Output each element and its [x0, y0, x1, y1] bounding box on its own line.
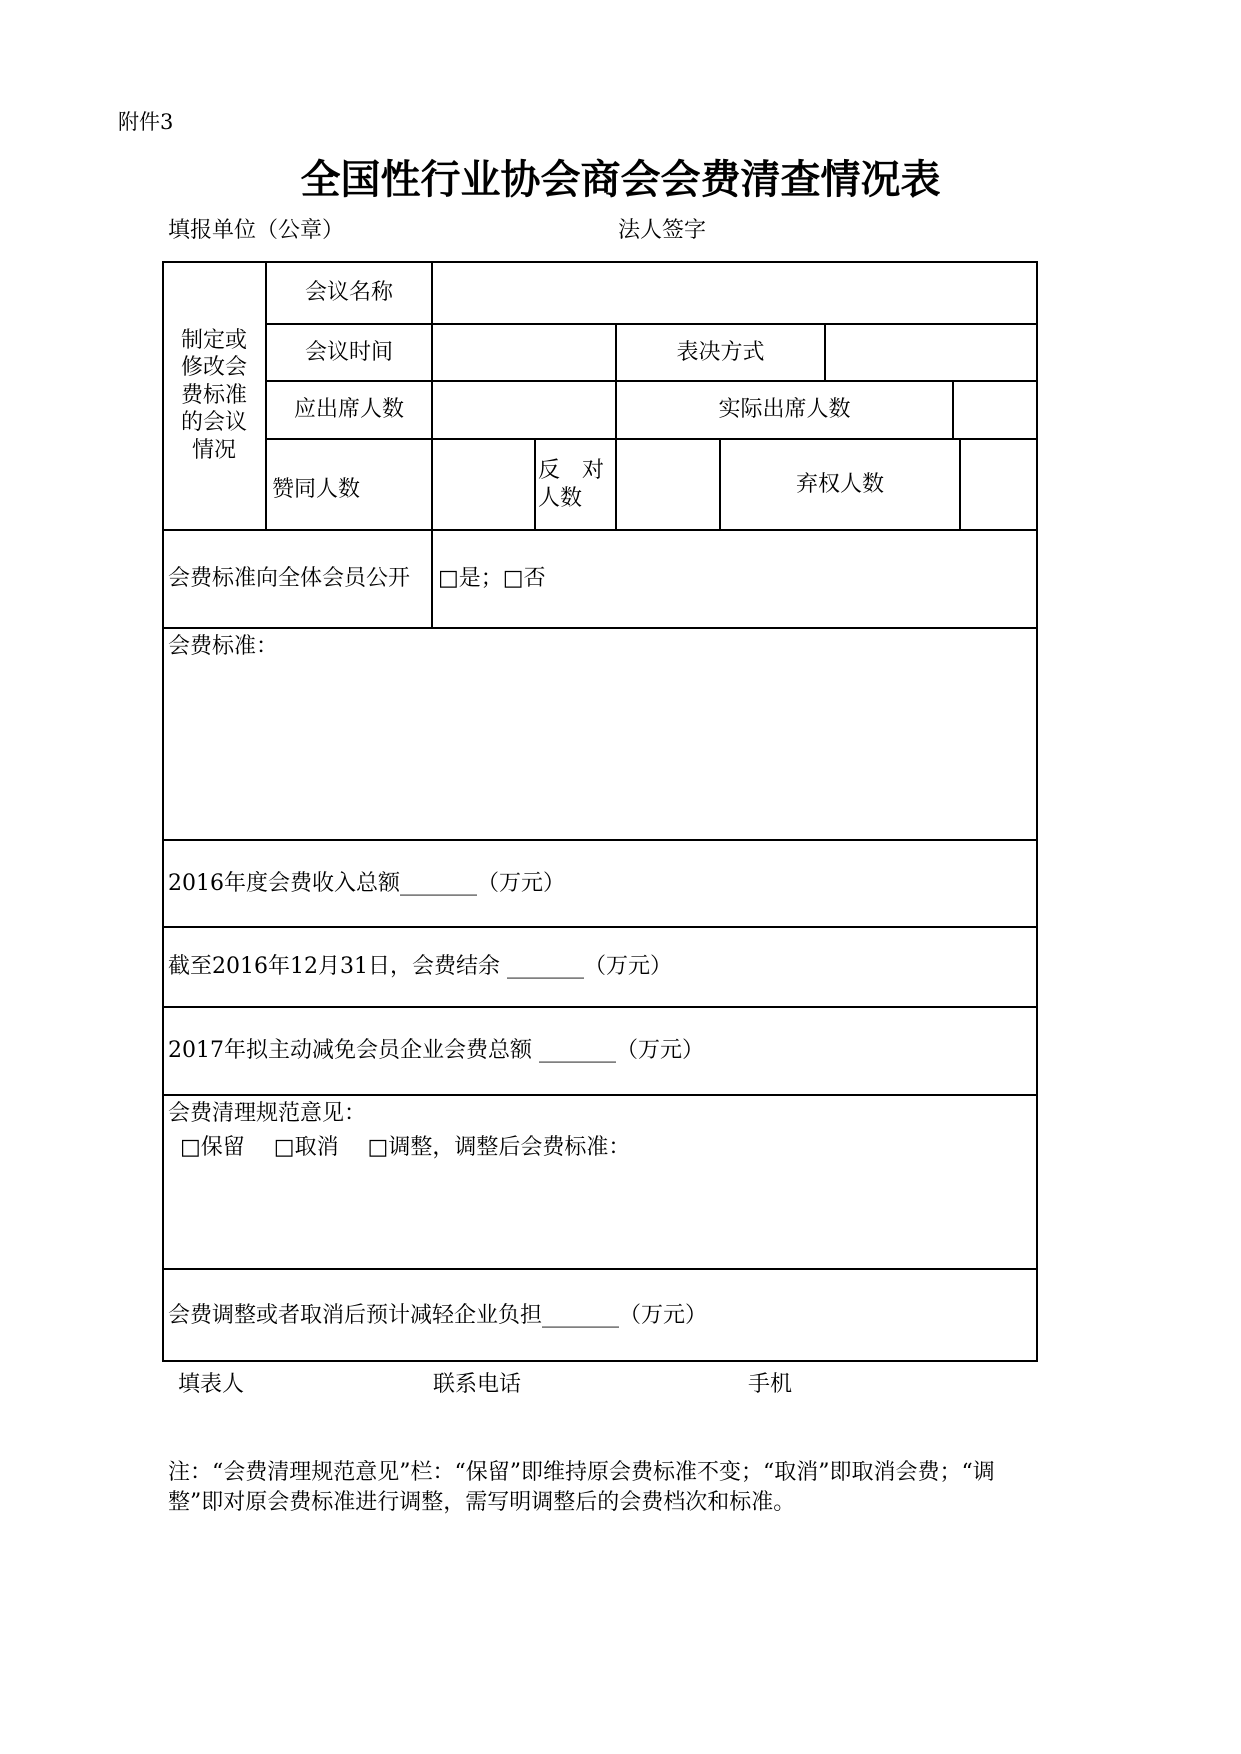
- burden-reduction-row[interactable]: 会费调整或者取消后预计减轻企业负担_______（万元）: [162, 1269, 1038, 1362]
- opinion-cell[interactable]: [162, 1095, 1038, 1269]
- legal-sign-label: 法人签字: [618, 218, 707, 243]
- meeting-name-field[interactable]: [432, 261, 1038, 324]
- mobile-label: 手机: [748, 1372, 793, 1397]
- oppose-field[interactable]: [616, 439, 720, 530]
- public-options[interactable]: □是；□否: [432, 530, 1038, 628]
- expected-attendance-field[interactable]: [432, 381, 616, 439]
- standard-field[interactable]: 会费标准：: [162, 628, 1038, 840]
- opinion-label: 会费清理规范意见：: [168, 1101, 367, 1126]
- reduction-2017-row[interactable]: 2017年拟主动减免会员企业会费总额 _______（万元）: [162, 1007, 1038, 1095]
- unit-label: 填报单位（公章）: [168, 218, 345, 243]
- expected-attendance-label: 应出席人数: [266, 381, 432, 439]
- filler-label: 填表人: [178, 1372, 245, 1397]
- abstain-label: 弃权人数: [720, 439, 960, 530]
- meeting-name-label: 会议名称: [266, 261, 432, 324]
- attachment-label: 附件3: [118, 110, 174, 134]
- approve-label: 赞同人数: [266, 439, 432, 530]
- note-text: 注：“会费清理规范意见”栏：“保留”即维持原会费标准不变；“取消”即取消会费；“调整”即对原会费标准进行调整，需写明调整后的会费档次和标准。: [168, 1460, 995, 1515]
- approve-field[interactable]: [432, 439, 535, 530]
- vote-method-label: 表决方式: [616, 324, 825, 381]
- phone-label: 联系电话: [433, 1372, 522, 1397]
- meeting-time-label: 会议时间: [266, 324, 432, 381]
- income-2016-row[interactable]: 2016年度会费收入总额_______（万元）: [162, 840, 1038, 927]
- balance-2016-row[interactable]: 截至2016年12月31日，会费结余 _______（万元）: [162, 927, 1038, 1007]
- meeting-section-label: 制定或修改会费标准的会议情况: [180, 327, 247, 463]
- actual-attendance-field[interactable]: [953, 381, 1038, 439]
- meeting-time-field[interactable]: [432, 324, 616, 381]
- vote-method-field[interactable]: [825, 324, 1038, 381]
- page-title: 全国性行业协会商会会费清查情况表: [300, 157, 941, 203]
- oppose-label: 反 对人数: [535, 439, 616, 530]
- abstain-field[interactable]: [960, 439, 1038, 530]
- opinion-options[interactable]: □保留 □取消 □调整，调整后会费标准：: [180, 1134, 631, 1160]
- public-label: 会费标准向全体会员公开: [162, 530, 432, 628]
- meeting-section-cell: [162, 261, 266, 530]
- actual-attendance-label: 实际出席人数: [616, 381, 953, 439]
